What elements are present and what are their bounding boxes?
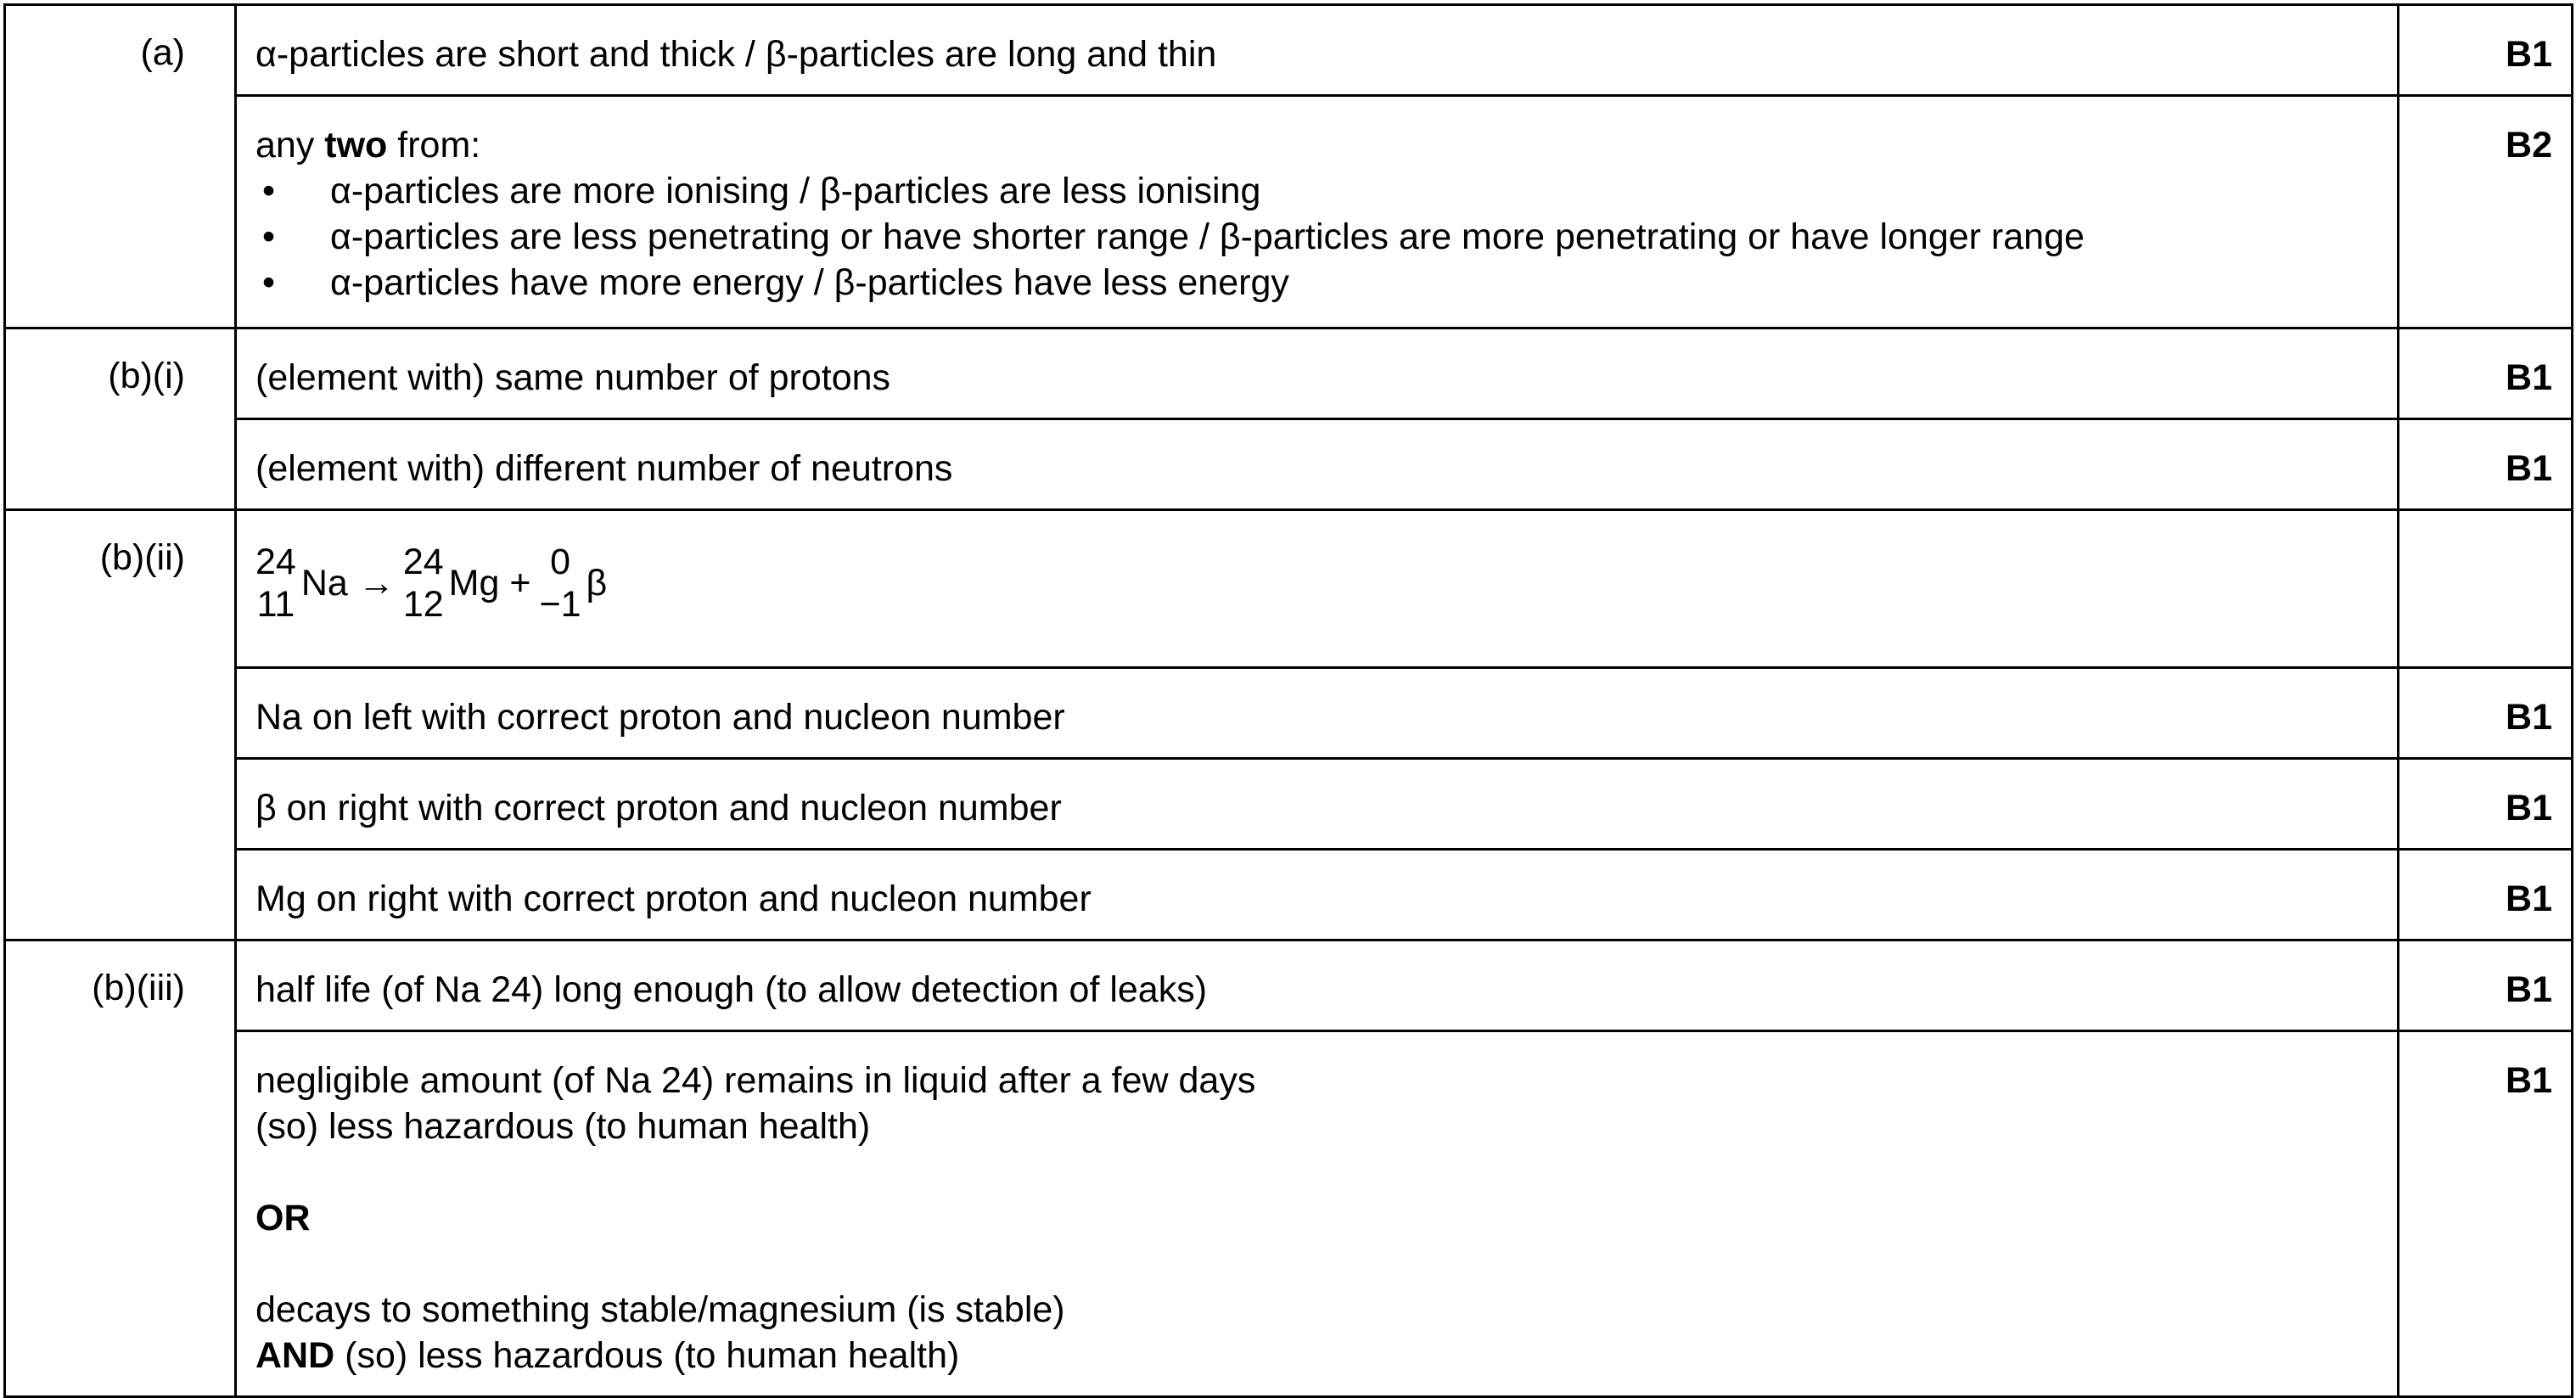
- answer-bullet-list: [255, 168, 2380, 306]
- mark-scheme-table: [3, 3, 2573, 1398]
- answer-bi-1: (element with) same number of protons: [236, 328, 2399, 419]
- bullet-icon: •: [262, 171, 276, 211]
- row-biii-2: [5, 1031, 2573, 1397]
- row-bii-2: [5, 759, 2573, 850]
- bullet-icon: •: [262, 262, 276, 303]
- mark-bii-2: B1: [2399, 759, 2573, 850]
- answer-bi-2: (element with) different number of neutrons: [236, 419, 2399, 510]
- any-two-intro: any two from:: [255, 125, 481, 166]
- row-a-2: [5, 96, 2573, 328]
- mark-a-2: B2: [2399, 96, 2573, 328]
- mark-biii-1: B1: [2399, 940, 2573, 1031]
- mark-bi-1: B1: [2399, 328, 2573, 419]
- na-numbers: 24 11: [255, 542, 296, 625]
- answer-bii-3: Mg on right with correct proton and nucleon number: [236, 850, 2399, 940]
- answer-a-1: α-particles are short and thick / β-particles are long and thin: [236, 5, 2399, 96]
- row-bii-1: [5, 668, 2573, 759]
- answer-bii-2: β on right with correct proton and nucleon number: [236, 759, 2399, 850]
- question-label-biii: (b)(iii): [5, 940, 236, 1397]
- list-item: • α-particles are less penetrating or have shorter range / β-particles are more penetrating or have longer range: [255, 214, 2380, 260]
- question-label-bi: (b)(i): [5, 328, 236, 510]
- row-a-1: [5, 5, 2573, 96]
- beta-numbers: 0 −1: [539, 542, 581, 625]
- mark-a-1: B1: [2399, 5, 2573, 96]
- row-biii-1: [5, 940, 2573, 1031]
- row-bi-2: [5, 419, 2573, 510]
- mark-bii-3: B1: [2399, 850, 2573, 940]
- row-bi-1: [5, 328, 2573, 419]
- mark-bi-2: B1: [2399, 419, 2573, 510]
- list-item: • α-particles have more energy / β-particles have less energy: [255, 260, 2380, 306]
- answer-bii-1: Na on left with correct proton and nucleon number: [236, 668, 2399, 759]
- row-bii-3: [5, 850, 2573, 940]
- mark-bii-1: B1: [2399, 668, 2573, 759]
- list-item: • α-particles are more ionising / β-particles are less ionising: [255, 168, 2380, 214]
- nuclear-equation: 24 11 Na → 24 12 Mg + 0 −1 β: [255, 542, 608, 625]
- mark-bii-equation: [2399, 510, 2573, 668]
- question-label-a: (a): [5, 5, 236, 328]
- bullet-icon: •: [262, 216, 276, 257]
- mg-numbers: 24 12: [402, 542, 444, 625]
- answer-a-2: [236, 96, 2399, 328]
- row-bii-equation: [5, 510, 2573, 668]
- arrow-icon: →: [357, 563, 395, 604]
- answer-biii-1: half life (of Na 24) long enough (to allow detection of leaks): [236, 940, 2399, 1031]
- decay-equation: [236, 510, 2399, 668]
- mark-biii-2: B1: [2399, 1031, 2573, 1397]
- answer-biii-2: negligible amount (of Na 24) remains in liquid after a few days (so) less hazardous (to human health) OR decays to something stable/magnesium (is stable) AND (so) less hazardous (to human health): [236, 1031, 2399, 1397]
- question-label-bii: (b)(ii): [5, 510, 236, 940]
